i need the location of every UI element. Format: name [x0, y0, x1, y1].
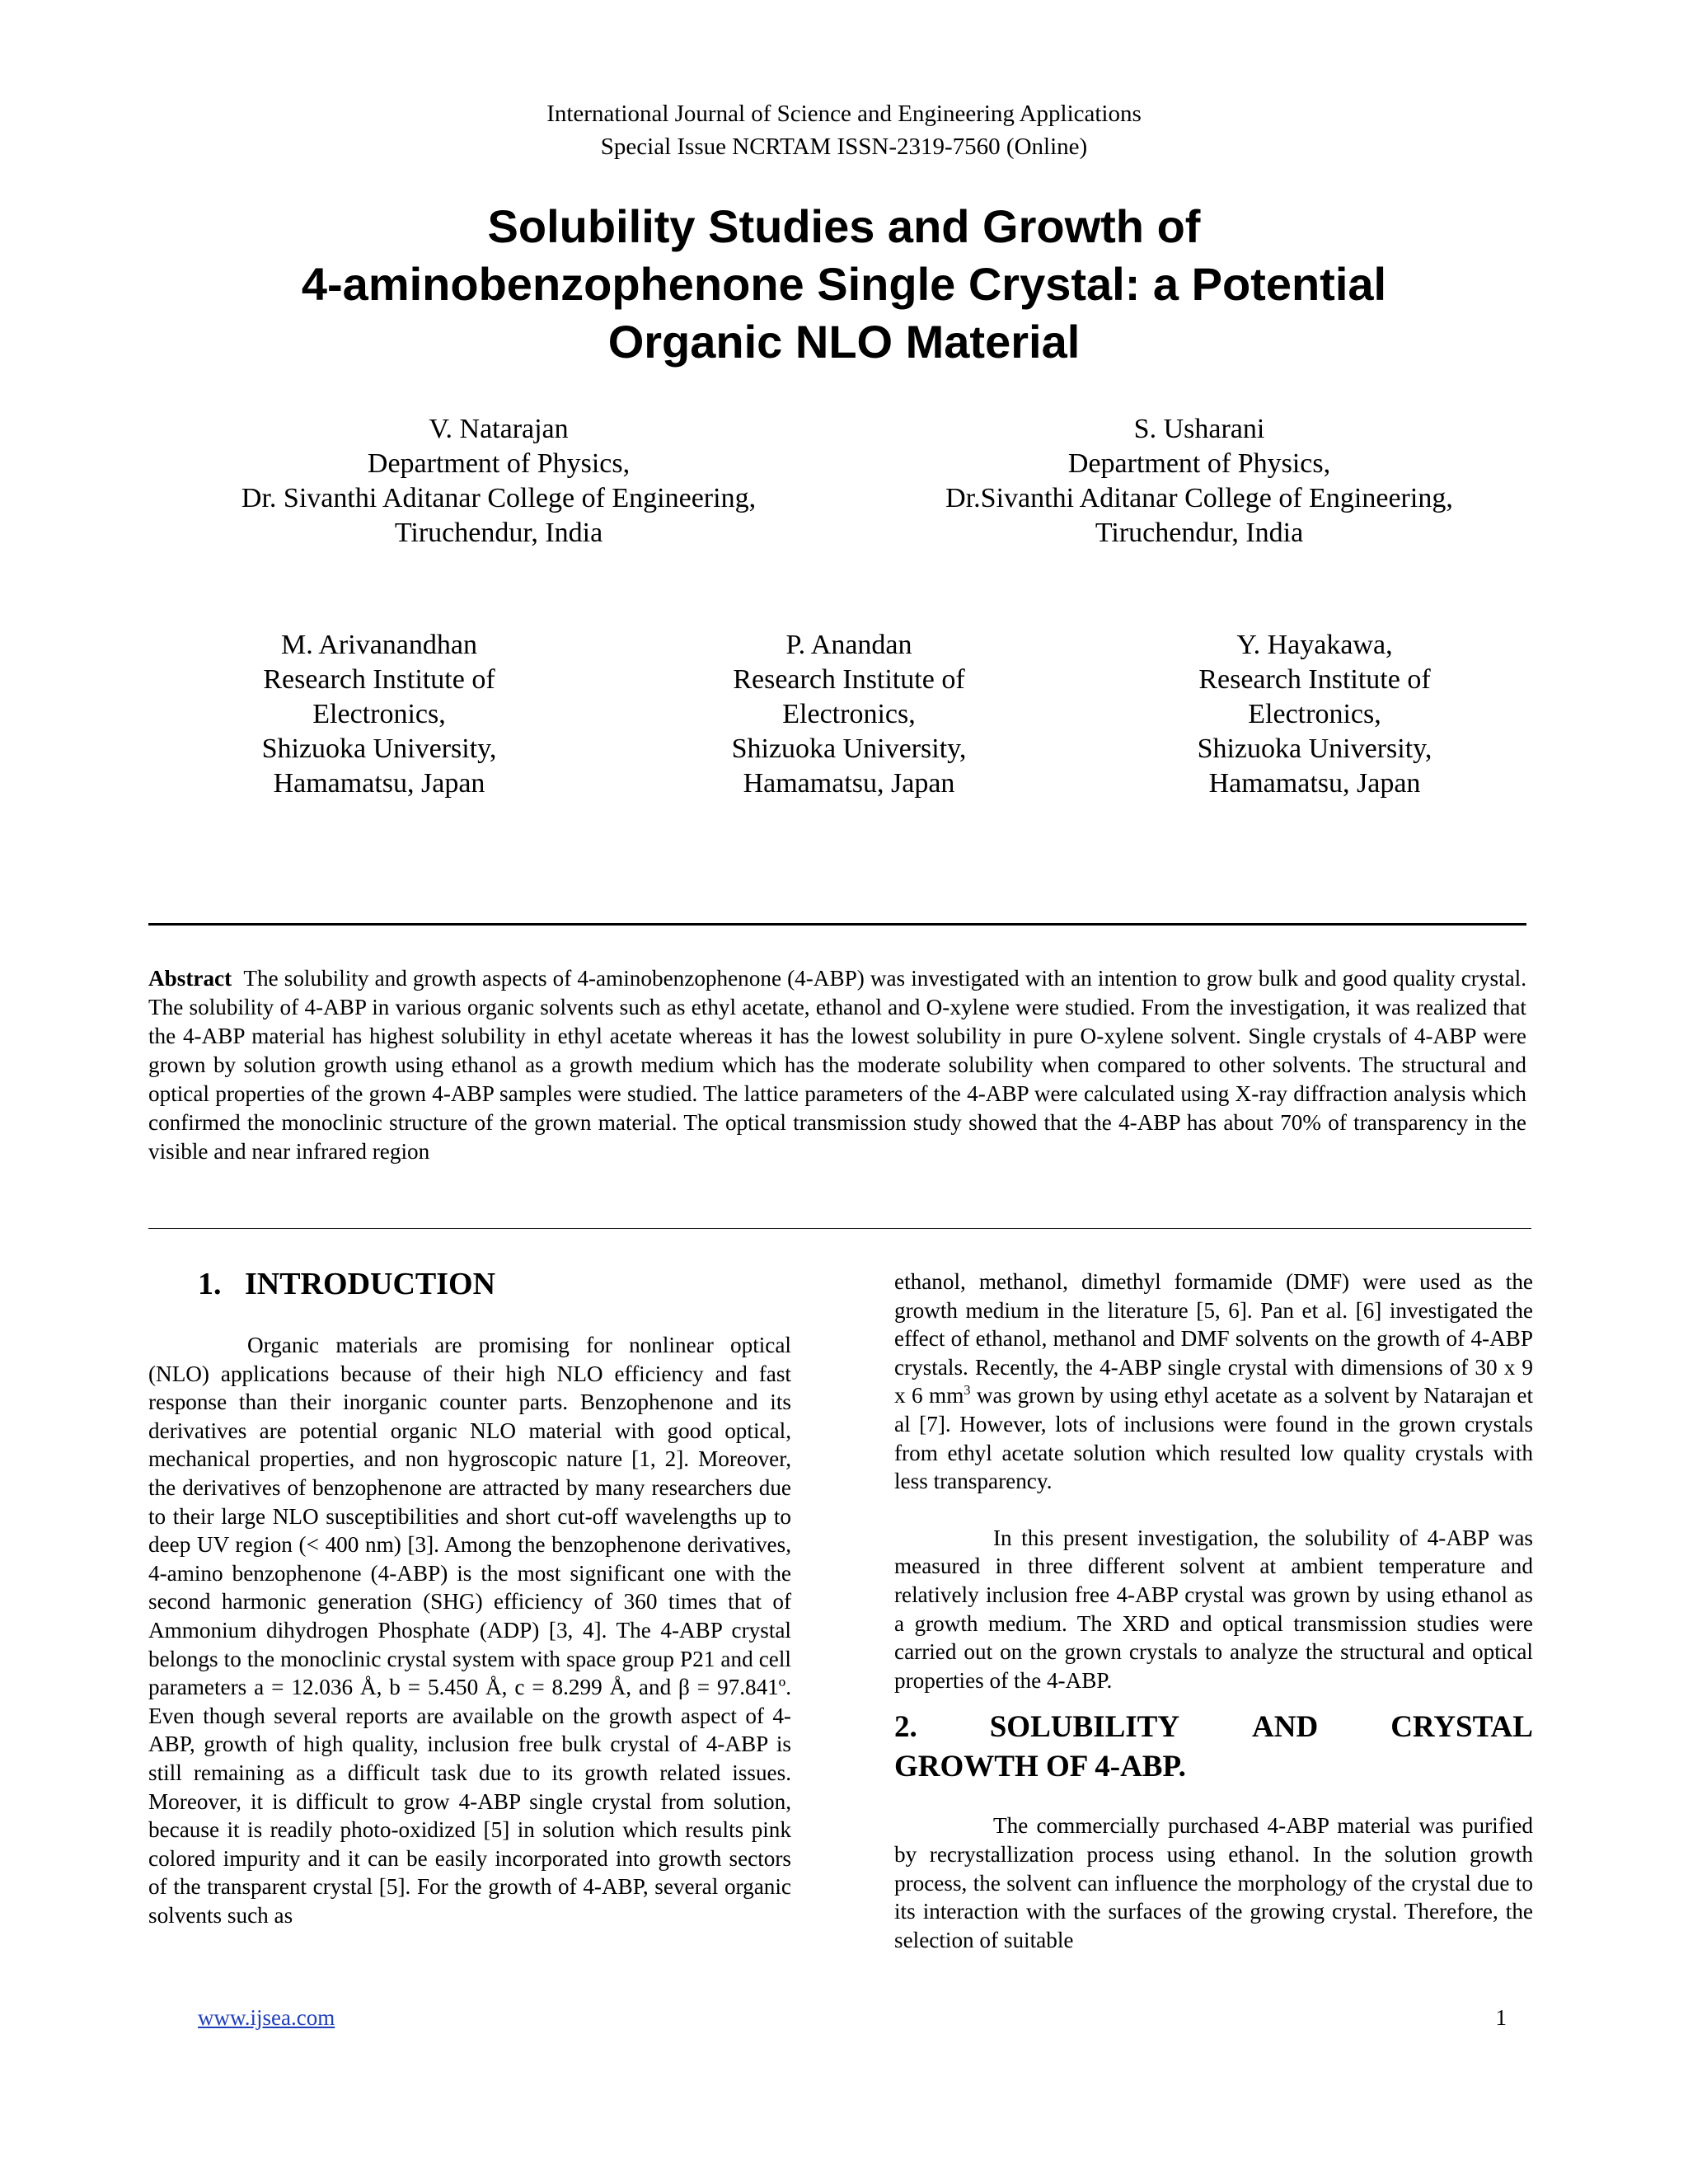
author-affiliation: Research Institute of	[1198, 664, 1431, 695]
divider-rule	[148, 923, 1526, 926]
text-span: ethanol, methanol, dimethyl formamide (DMF) were used as the growth medium in the literature [5, 6]. Pan et al. [6] investigated the effect of ethanol, methanol and DMF solvents on the growth of 4-ABP crystals. Recently, the 4-ABP single crystal with dimensions of 30 x 9 x 6 mm	[894, 1269, 1533, 1408]
author-affiliation: Electronics,	[312, 699, 446, 729]
intro-paragraph: Organic materials are promising for nonlinear optical (NLO) applications because of their high NLO efficiency and fast response than their inorganic counter parts. Benzophenone and its derivatives are potential organic NLO material with good optical, mechanical properties, and non hygroscopic nature [1, 2]. Moreover, the derivatives of benzophenone are attracted by many researchers due to their large NLO susceptibilities and short cut-off wavelengths up to deep UV region (< 400 nm) [3]. Among the benzophenone derivatives, 4-amino benzophenone (4-ABP) is the most significant one with the second harmonic generation (SHG) efficiency of 360 times that of Ammonium dihydrogen Phosphate (ADP) [3, 4]. The 4-ABP crystal belongs to the monoclinic crystal system with space group P21 and cell parameters a = 12.036 Å, b = 5.450 Å, c = 8.299 Å, and β = 97.841º. Even though several reports are available on the growth aspect of 4-ABP, growth of high quality, inclusion free bulk crystal of 4-ABP is still remaining as a difficult task due to its growth related issues. Moreover, it is difficult to grow 4-ABP single crystal from solution, because it is readily photo-oxidized [5] in solution which results pink colored impurity and it can be easily incorporated into growth sectors of the transparent crystal [5]. For the growth of 4-ABP, several organic solvents such as	[148, 1333, 791, 1928]
author-name: Y. Hayakawa,	[1236, 630, 1393, 660]
journal-issue: Special Issue NCRTAM ISSN-2319-7560 (Online)	[600, 134, 1088, 160]
author-block	[181, 628, 577, 801]
author-name: P. Anandan	[785, 630, 912, 660]
paper-title	[0, 198, 1688, 371]
author-block	[1117, 628, 1512, 801]
left-column	[148, 1331, 791, 1929]
heading-word: SOLUBILITY	[989, 1710, 1180, 1745]
author-affiliation: Shizuoka University,	[1197, 733, 1432, 764]
title-line-2: 4-aminobenzophenone Single Crystal: a Potential	[301, 258, 1387, 310]
author-name: S. Usharani	[1133, 414, 1265, 444]
section-heading-solubility	[894, 1708, 1533, 1787]
right-column	[894, 1268, 1533, 1954]
title-line-1: Solubility Studies and Growth of	[487, 200, 1201, 252]
author-affiliation: Research Institute of	[733, 664, 965, 695]
heading-line	[894, 1708, 1533, 1747]
author-affiliation: Department of Physics,	[367, 448, 631, 479]
author-affiliation: Shizuoka University,	[731, 733, 967, 764]
text-span: was grown by using ethyl acetate as a solvent by Natarajan et al [7]. However, lots of inclusions were found in the grown crystals from ethyl acetate solution which resulted low quality crystals with less transparency.	[894, 1383, 1534, 1494]
section-heading-introduction: 1. INTRODUCTION	[198, 1267, 496, 1301]
author-affiliation: Research Institute of	[263, 664, 495, 695]
author-affiliation: Shizuoka University,	[261, 733, 497, 764]
author-affiliation: Tiruchendur, India	[1095, 518, 1304, 548]
author-block	[181, 412, 816, 551]
author-affiliation: Hamamatsu, Japan	[743, 768, 955, 799]
author-name: M. Arivanandhan	[281, 630, 477, 660]
heading-line: GROWTH OF 4-ABP.	[894, 1750, 1186, 1784]
journal-name: International Journal of Science and Engineering Applications	[546, 101, 1142, 127]
divider-rule	[148, 1228, 1531, 1229]
author-block	[882, 412, 1517, 551]
author-affiliation: Dr.Sivanthi Aditanar College of Engineering,	[945, 483, 1453, 513]
intro-paragraph: In this present investigation, the solubility of 4-ABP was measured in three different solvent at ambient temperature and relatively inclusion free 4-ABP crystal was grown by using ethanol as a growth medium. The XRD and optical transmission studies were carried out on the grown crystals to analyze the structural and optical properties of the 4-ABP.	[894, 1525, 1533, 1693]
author-affiliation: Tiruchendur, India	[394, 518, 603, 548]
abstract-label: Abstract	[148, 966, 232, 991]
title-line-3: Organic NLO Material	[607, 316, 1081, 368]
author-affiliation: Dr. Sivanthi Aditanar College of Engineering,	[241, 483, 757, 513]
author-affiliation: Department of Physics,	[1067, 448, 1331, 479]
heading-word: CRYSTAL	[1390, 1710, 1533, 1745]
abstract	[148, 964, 1526, 1166]
author-affiliation: Hamamatsu, Japan	[1208, 768, 1421, 799]
journal-header	[0, 97, 1688, 163]
heading-word: 2.	[894, 1710, 917, 1745]
author-affiliation: Electronics,	[782, 699, 916, 729]
abstract-text: The solubility and growth aspects of 4-aminobenzophenone (4-ABP) was investigated with an intention to grow bulk and good quality crystal. The solubility of 4-ABP in various organic solvents such as ethyl acetate, ethanol and O-xylene were studied. From the investigation, it was realized that the 4-ABP material has highest solubility in ethyl acetate whereas it has the lowest solubility in pure O-xylene solvent. Single crystals of 4-ABP were grown by solution growth using ethanol as a growth medium which has the moderate solubility when compared to other solvents. The structural and optical properties of the grown 4-ABP samples were studied. The lattice parameters of the 4-ABP were calculated using X-ray diffraction analysis which confirmed the monoclinic structure of the grown material. The optical transmission study showed that the 4-ABP has about 70% of transparency in the visible and near infrared region	[148, 966, 1526, 1164]
page-number: 1	[1495, 2005, 1507, 2030]
author-name: V. Natarajan	[429, 414, 569, 444]
journal-website-link[interactable]: www.ijsea.com	[198, 2005, 335, 2030]
intro-paragraph-continued	[894, 1268, 1533, 1496]
heading-word: AND	[1252, 1710, 1319, 1745]
author-block	[651, 628, 1047, 801]
author-affiliation: Hamamatsu, Japan	[273, 768, 485, 799]
section2-paragraph: The commercially purchased 4-ABP material was purified by recrystallization process using ethanol. In the solution growth process, the solvent can influence the morphology of the crystal due to its interaction with the surfaces of the growing crystal. Therefore, the selection of suitable	[894, 1813, 1533, 1952]
author-affiliation: Electronics,	[1248, 699, 1381, 729]
superscript: 3	[964, 1382, 971, 1399]
paragraph-gap	[894, 1496, 1533, 1524]
